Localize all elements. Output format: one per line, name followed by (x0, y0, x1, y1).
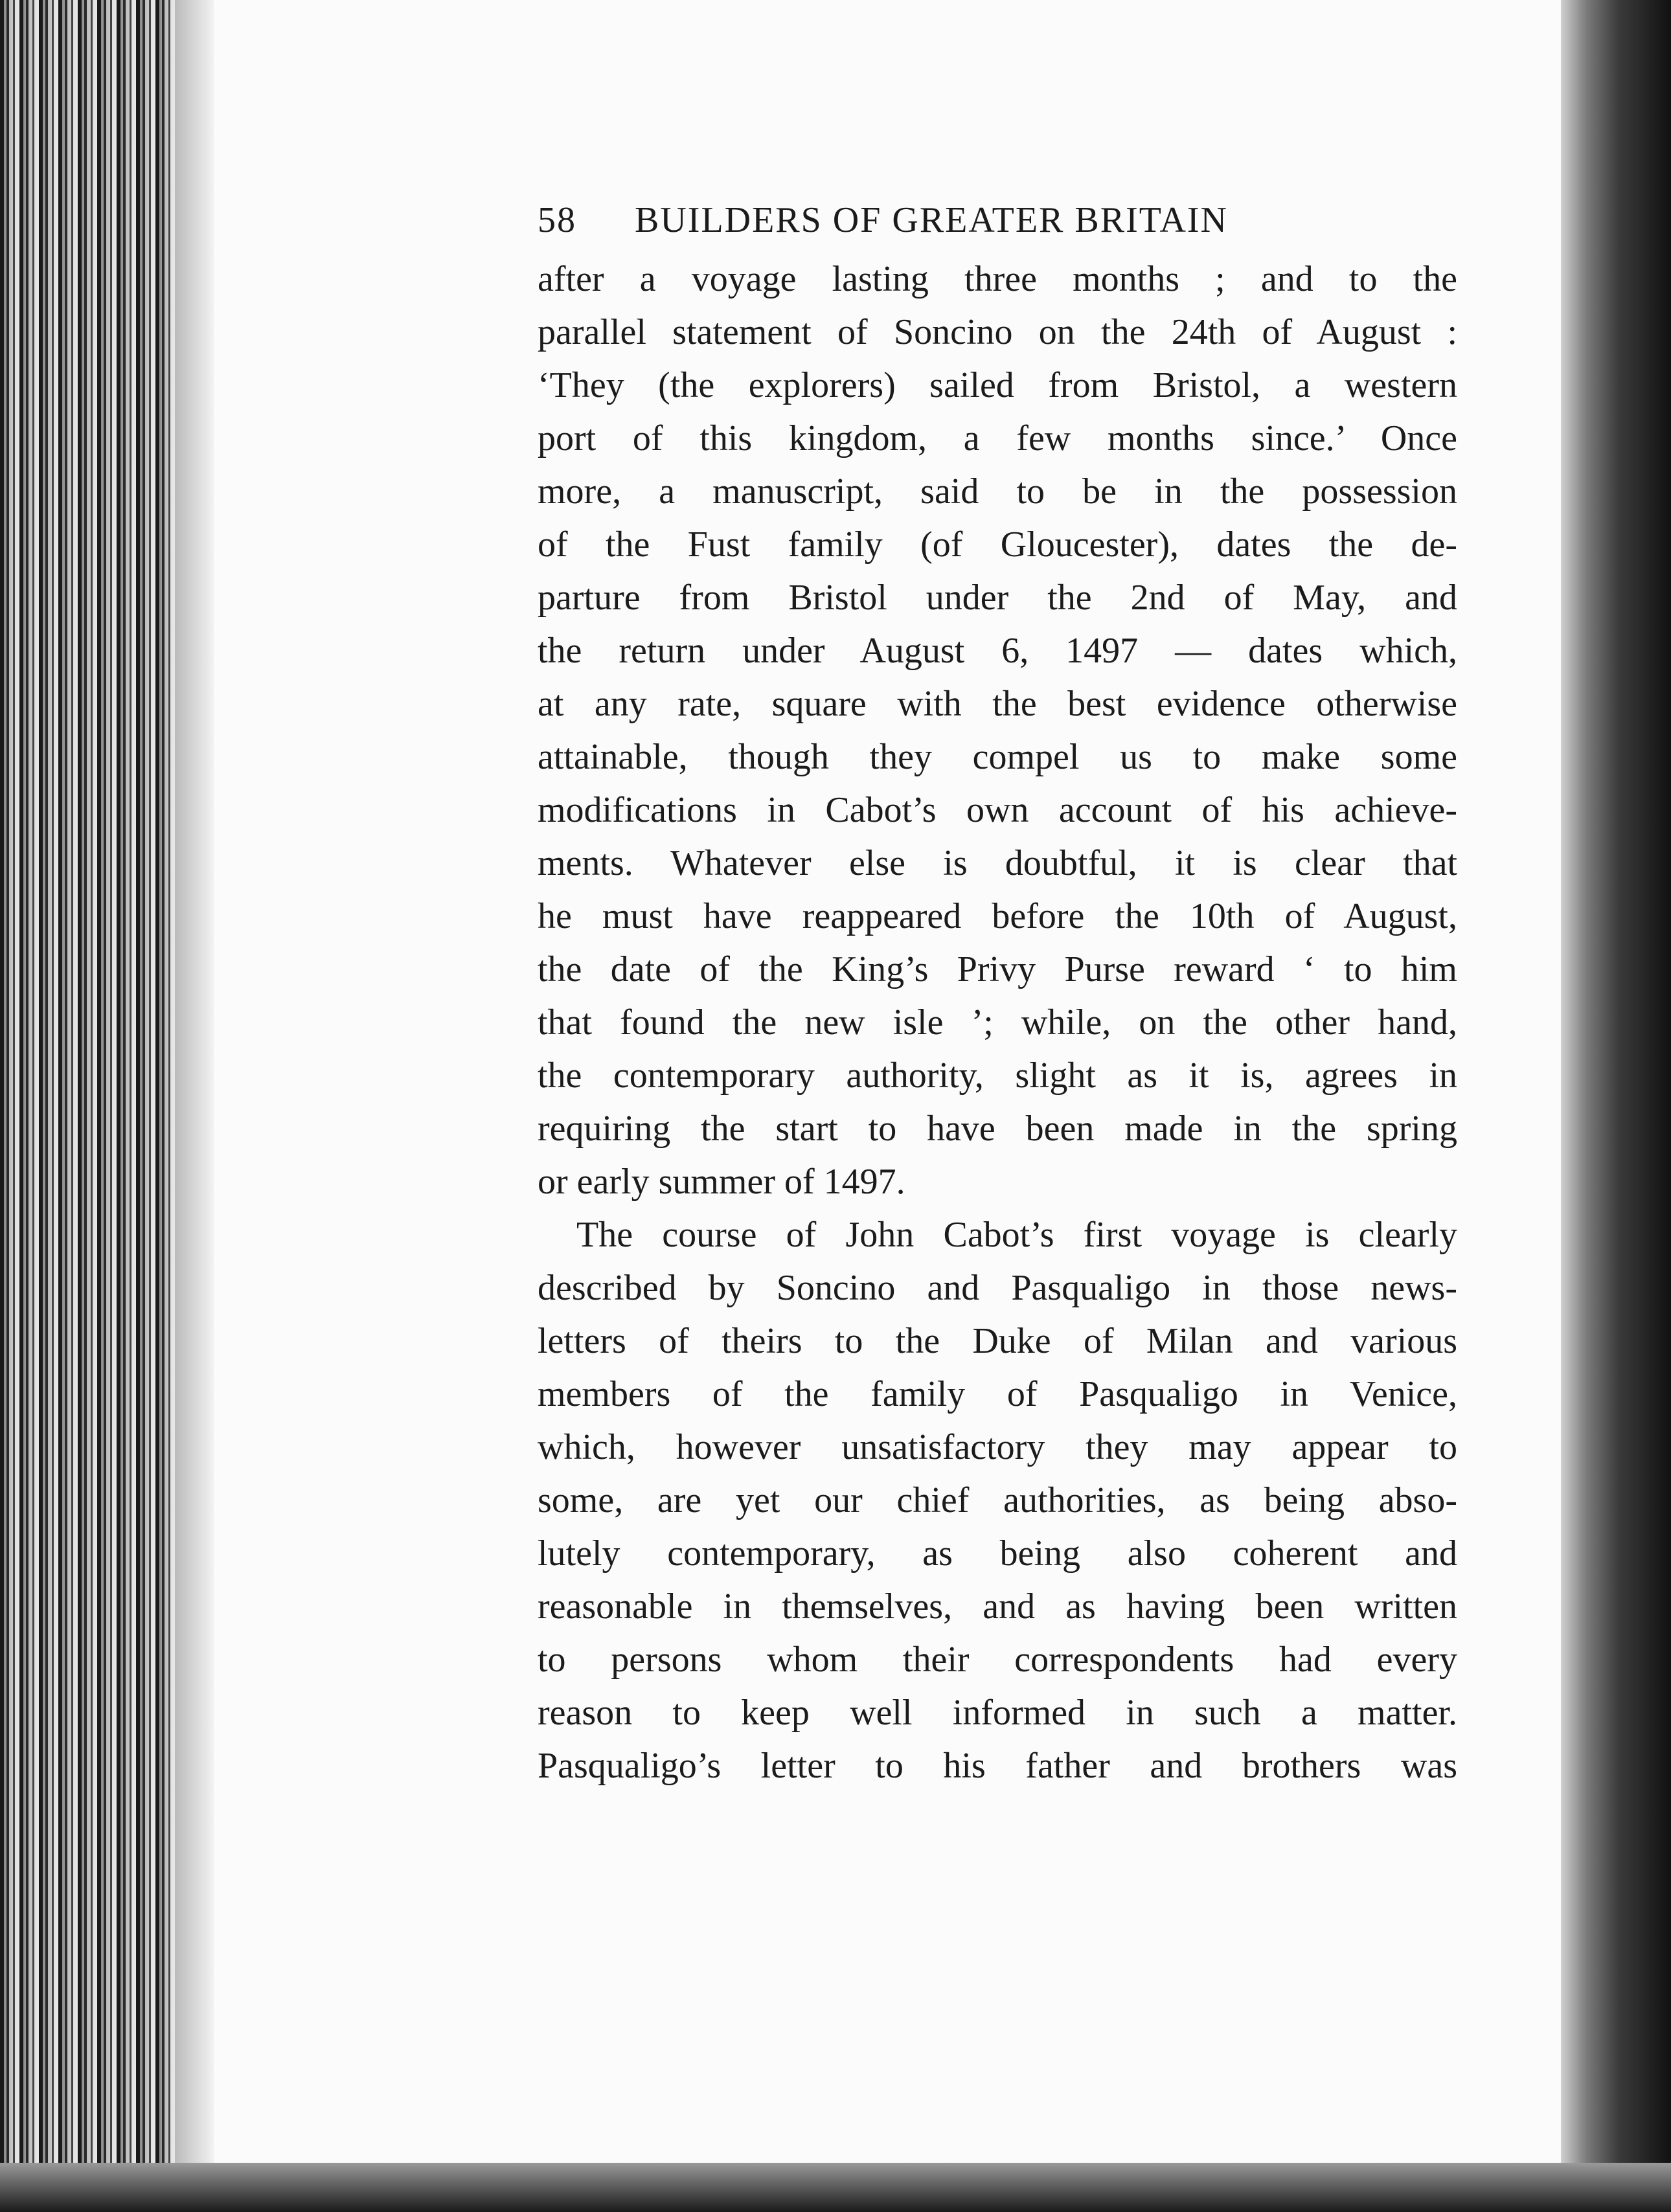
running-title: BUILDERS OF GREATER BRITAIN (635, 200, 1228, 240)
page-number: 58 (538, 200, 576, 240)
text-line: attainable, though they compel us to make some (538, 737, 1457, 777)
text-line: that found the new isle ’; while, on the other hand, (538, 1002, 1457, 1043)
text-line: members of the family of Pasqualigo in Venice, (538, 1374, 1457, 1414)
text-line: the contemporary authority, slight as it is, agrees in (538, 1055, 1457, 1096)
text-line: some, are yet our chief authorities, as being abso- (538, 1480, 1457, 1520)
text-line: at any rate, square with the best evidence otherwise (538, 684, 1457, 724)
text-line: more, a manuscript, said to be in the possession (538, 471, 1457, 512)
text-line: ments. Whatever else is doubtful, it is clear that (538, 843, 1457, 883)
text-line: to persons whom their correspondents had every (538, 1640, 1457, 1680)
text-line: after a voyage lasting three months ; and to the (538, 259, 1457, 299)
text-line: or early summer of 1497. (538, 1162, 905, 1202)
page-shadow-right (1561, 0, 1671, 2212)
paragraph (538, 1208, 1457, 1792)
text-line: the return under August 6, 1497 — dates which, (538, 631, 1457, 671)
page-content (538, 194, 1457, 1792)
text-line: modifications in Cabot’s own account of his achieve- (538, 790, 1457, 830)
text-line: which, however unsatisfactory they may appear to (538, 1427, 1457, 1467)
text-line: parture from Bristol under the 2nd of May, and (538, 578, 1457, 618)
text-line: letters of theirs to the Duke of Milan and various (538, 1321, 1457, 1361)
running-head (538, 194, 1457, 253)
text-line: ‘They (the explorers) sailed from Bristol, a western (538, 365, 1457, 405)
page-shadow-bottom (0, 2163, 1671, 2212)
text-line: requiring the start to have been made in the spring (538, 1109, 1457, 1149)
text-line: he must have reappeared before the 10th of August, (538, 896, 1457, 936)
text-line: port of this kingdom, a few months since.’ Once (538, 418, 1457, 458)
text-line: reasonable in themselves, and as having been written (538, 1586, 1457, 1627)
paragraph (538, 253, 1457, 1208)
text-line: lutely contemporary, as being also coherent and (538, 1533, 1457, 1574)
text-line: of the Fust family (of Gloucester), dates the de- (538, 525, 1457, 565)
book-gutter-edge (0, 0, 214, 2212)
text-line: reason to keep well informed in such a matter. (538, 1693, 1457, 1733)
text-line: parallel statement of Soncino on the 24th of August : (538, 312, 1457, 352)
text-line: The course of John Cabot’s first voyage is clearly (576, 1215, 1457, 1255)
text-line: described by Soncino and Pasqualigo in those news- (538, 1268, 1457, 1308)
text-line: Pasqualigo’s letter to his father and brothers was (538, 1746, 1457, 1786)
text-line: the date of the King’s Privy Purse reward ‘ to him (538, 949, 1457, 989)
